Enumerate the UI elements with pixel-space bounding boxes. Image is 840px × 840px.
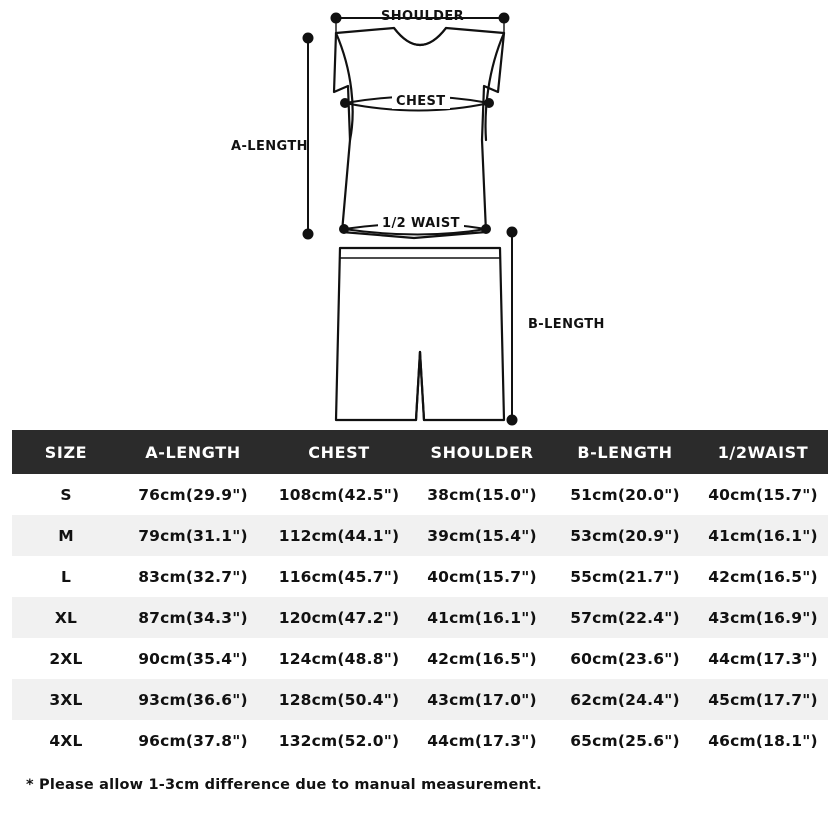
table-row (12, 679, 828, 720)
cell-size: M (12, 515, 120, 556)
column-header-shoulder: SHOULDER (412, 430, 552, 474)
size-chart-table (12, 430, 828, 761)
cell-a-length: 93cm(36.6") (120, 679, 266, 720)
cell-size: 2XL (12, 638, 120, 679)
label-b-length: B-LENGTH (528, 317, 605, 332)
cell-shoulder: 42cm(16.5") (412, 638, 552, 679)
cell-shoulder: 44cm(17.3") (412, 720, 552, 761)
label-chest: CHEST (392, 94, 450, 109)
cell-b-length: 62cm(24.4") (552, 679, 698, 720)
cell-chest: 112cm(44.1") (266, 515, 412, 556)
cell-chest: 124cm(48.8") (266, 638, 412, 679)
cell-shoulder: 41cm(16.1") (412, 597, 552, 638)
cell-size: 3XL (12, 679, 120, 720)
table-row (12, 556, 828, 597)
column-header-size: SIZE (12, 430, 120, 474)
table-row (12, 638, 828, 679)
cell-half-waist: 41cm(16.1") (698, 515, 828, 556)
cell-chest: 108cm(42.5") (266, 474, 412, 515)
cell-a-length: 96cm(37.8") (120, 720, 266, 761)
cell-size: S (12, 474, 120, 515)
cell-chest: 128cm(50.4") (266, 679, 412, 720)
cell-chest: 116cm(45.7") (266, 556, 412, 597)
column-header-a-length: A-LENGTH (120, 430, 266, 474)
cell-half-waist: 40cm(15.7") (698, 474, 828, 515)
cell-half-waist: 46cm(18.1") (698, 720, 828, 761)
cell-b-length: 53cm(20.9") (552, 515, 698, 556)
table-header-row (12, 430, 828, 474)
table-row (12, 515, 828, 556)
table-row (12, 597, 828, 638)
cell-size: 4XL (12, 720, 120, 761)
cell-b-length: 55cm(21.7") (552, 556, 698, 597)
column-header-half-waist: 1/2WAIST (698, 430, 828, 474)
cell-b-length: 51cm(20.0") (552, 474, 698, 515)
cell-size: L (12, 556, 120, 597)
cell-chest: 132cm(52.0") (266, 720, 412, 761)
cell-a-length: 79cm(31.1") (120, 515, 266, 556)
cell-half-waist: 42cm(16.5") (698, 556, 828, 597)
cell-a-length: 90cm(35.4") (120, 638, 266, 679)
label-half-waist: 1/2 WAIST (378, 216, 464, 231)
cell-shoulder: 43cm(17.0") (412, 679, 552, 720)
cell-a-length: 87cm(34.3") (120, 597, 266, 638)
cell-b-length: 57cm(22.4") (552, 597, 698, 638)
column-header-b-length: B-LENGTH (552, 430, 698, 474)
table-row (12, 720, 828, 761)
cell-shoulder: 39cm(15.4") (412, 515, 552, 556)
column-header-chest: CHEST (266, 430, 412, 474)
cell-a-length: 83cm(32.7") (120, 556, 266, 597)
cell-size: XL (12, 597, 120, 638)
cell-half-waist: 43cm(16.9") (698, 597, 828, 638)
cell-b-length: 60cm(23.6") (552, 638, 698, 679)
cell-a-length: 76cm(29.9") (120, 474, 266, 515)
measurement-footnote: * Please allow 1-3cm difference due to manual measurement. (26, 777, 542, 793)
cell-shoulder: 40cm(15.7") (412, 556, 552, 597)
label-a-length: A-LENGTH (231, 139, 308, 154)
cell-chest: 120cm(47.2") (266, 597, 412, 638)
table-row (12, 474, 828, 515)
cell-shoulder: 38cm(15.0") (412, 474, 552, 515)
cell-half-waist: 45cm(17.7") (698, 679, 828, 720)
cell-half-waist: 44cm(17.3") (698, 638, 828, 679)
label-shoulder: SHOULDER (381, 9, 465, 24)
cell-b-length: 65cm(25.6") (552, 720, 698, 761)
